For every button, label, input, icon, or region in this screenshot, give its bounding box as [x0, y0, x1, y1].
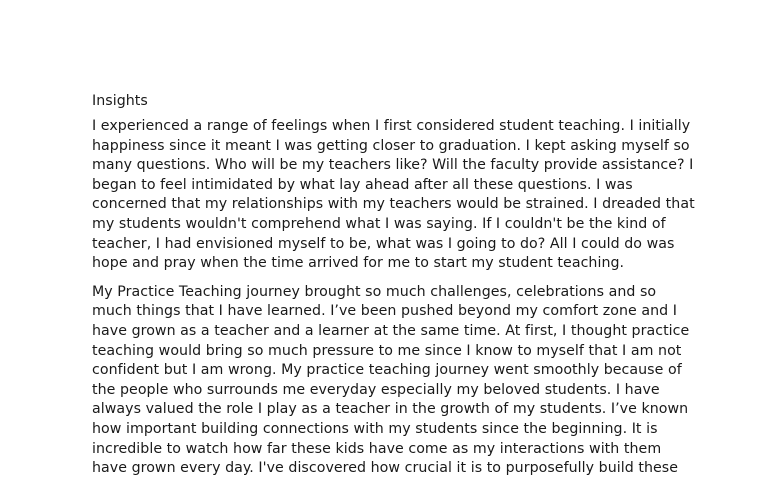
- text-line: confident but I am wrong. My practice teaching journey went smoothly because of: [92, 362, 682, 379]
- text-line: the people who surrounds me everyday especially my beloved students. I have: [92, 381, 660, 398]
- text-line: many questions. Who will be my teachers like? Will the faculty provide assistance? I: [92, 157, 694, 174]
- text-line: My Practice Teaching journey brought so much challenges, celebrations and so: [92, 283, 657, 300]
- text-line: incredible to watch how far these kids have come as my interactions with them: [92, 440, 662, 457]
- text-line: have grown as a teacher and a learner at the same time. At first, I thought practice: [92, 322, 690, 339]
- text-line: always valued the role I play as a teacher in the growth of my students. I’ve known: [92, 401, 689, 418]
- paragraph-practice-teaching: [92, 283, 732, 479]
- text-line: teaching would bring so much pressure to me since I know to myself that I am not: [92, 342, 682, 359]
- paragraph-feelings: [92, 117, 732, 274]
- text-line: have grown every day. I've discovered how crucial it is to purposefully build these: [92, 460, 679, 477]
- text-line: happiness since it meant I was getting closer to graduation. I kept asking myself so: [92, 137, 690, 154]
- section-heading: Insights: [92, 93, 148, 109]
- text-line: how important building connections with my students since the beginning. It is: [92, 420, 658, 437]
- text-line: concerned that my relationships with my teachers would be strained. I dreaded that: [92, 196, 695, 213]
- text-line: hope and pray when the time arrived for me to start my student teaching.: [92, 255, 625, 272]
- text-line: much things that I have learned. I’ve been pushed beyond my comfort zone and I: [92, 303, 678, 320]
- text-line: my students wouldn't comprehend what I was saying. If I couldn't be the kind of: [92, 215, 666, 232]
- text-line: I experienced a range of feelings when I first considered student teaching. I initially: [92, 118, 691, 134]
- text-line: teacher, I had envisioned myself to be, what was I going to do? All I could do was: [92, 235, 675, 252]
- document-page: [92, 92, 732, 488]
- text-line: began to feel intimidated by what lay ahead after all these questions. I was: [92, 176, 633, 193]
